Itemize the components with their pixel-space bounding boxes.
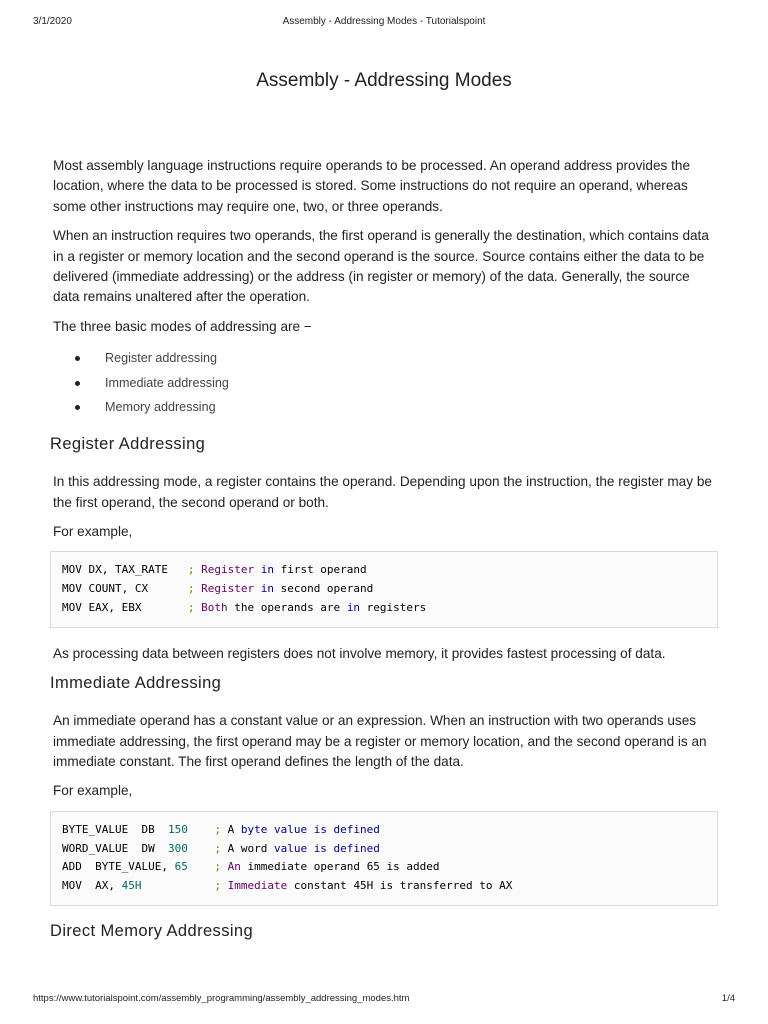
immediate-addressing-paragraph: An immediate operand has a constant value or an expression. When an instruction with two operands uses immediate addressing, the first operand may be a register or memory location, and the second operand is an immediate constant. The first operand defines the length of the data. <box>53 713 707 769</box>
source-url: https://www.tutorialspoint.com/assembly_programming/assembly_addressing_modes.htm <box>33 993 410 1004</box>
register-addressing-heading: Register Addressing <box>50 435 206 454</box>
intro-paragraph-1: Most assembly language instructions require operands to be processed. An operand address provides the location, where the data to be processed is stored. Some instructions do not require an operand, whereas some other instructions may require one, two, or three operands. <box>53 158 691 214</box>
code-line: BYTE_VALUE DB 150 ; A byte value is defined <box>62 822 380 836</box>
print-date: 3/1/2020 <box>33 16 72 27</box>
code-line: MOV EAX, EBX ; Both the operands are in registers <box>62 600 427 614</box>
code-line: WORD_VALUE DW 300 ; A word value is defined <box>62 841 380 855</box>
page-title: Assembly - Addressing Modes <box>256 70 512 91</box>
print-document-title: Assembly - Addressing Modes - Tutorialspoint <box>282 16 486 27</box>
print-footer <box>33 993 735 1007</box>
addressing-modes-list <box>53 346 718 419</box>
list-item: Memory addressing <box>105 395 718 419</box>
code-line: ADD BYTE_VALUE, 65 ; An immediate operand 65 is added <box>62 860 440 874</box>
code-line: MOV AX, 45H ; Immediate constant 45H is transferred to AX <box>62 879 513 893</box>
page-number: 1/4 <box>721 993 735 1004</box>
article-content <box>50 156 718 959</box>
intro-paragraph-3: The three basic modes of addressing are − <box>53 318 312 334</box>
immediate-code-block <box>50 811 718 906</box>
immediate-addressing-heading: Immediate Addressing <box>50 674 222 693</box>
list-item: Register addressing <box>105 346 718 370</box>
example-label: For example, <box>53 523 133 539</box>
register-code-block <box>50 551 718 627</box>
code-line: MOV COUNT, CX ; Register in second operand <box>62 582 374 596</box>
direct-memory-addressing-heading: Direct Memory Addressing <box>50 921 254 940</box>
register-addressing-paragraph: In this addressing mode, a register contains the operand. Depending upon the instruction, the register may be the first operand, the second operand or both. <box>53 474 712 510</box>
print-header <box>33 16 735 30</box>
code-line: MOV DX, TAX_RATE ; Register in first operand <box>62 563 367 577</box>
register-addressing-note: As processing data between registers does not involve memory, it provides fastest processing of data. <box>53 645 666 661</box>
example-label: For example, <box>53 783 133 799</box>
intro-paragraph-2: When an instruction requires two operands, the first operand is generally the destination, which contains data in a register or memory location and the second operand is the source. Source contains either the data to be delivered (immediate addressing) or the address (in register or memory) of the data. Generally, the source data remains unaltered after the operation. <box>53 228 709 305</box>
list-item: Immediate addressing <box>105 371 718 395</box>
